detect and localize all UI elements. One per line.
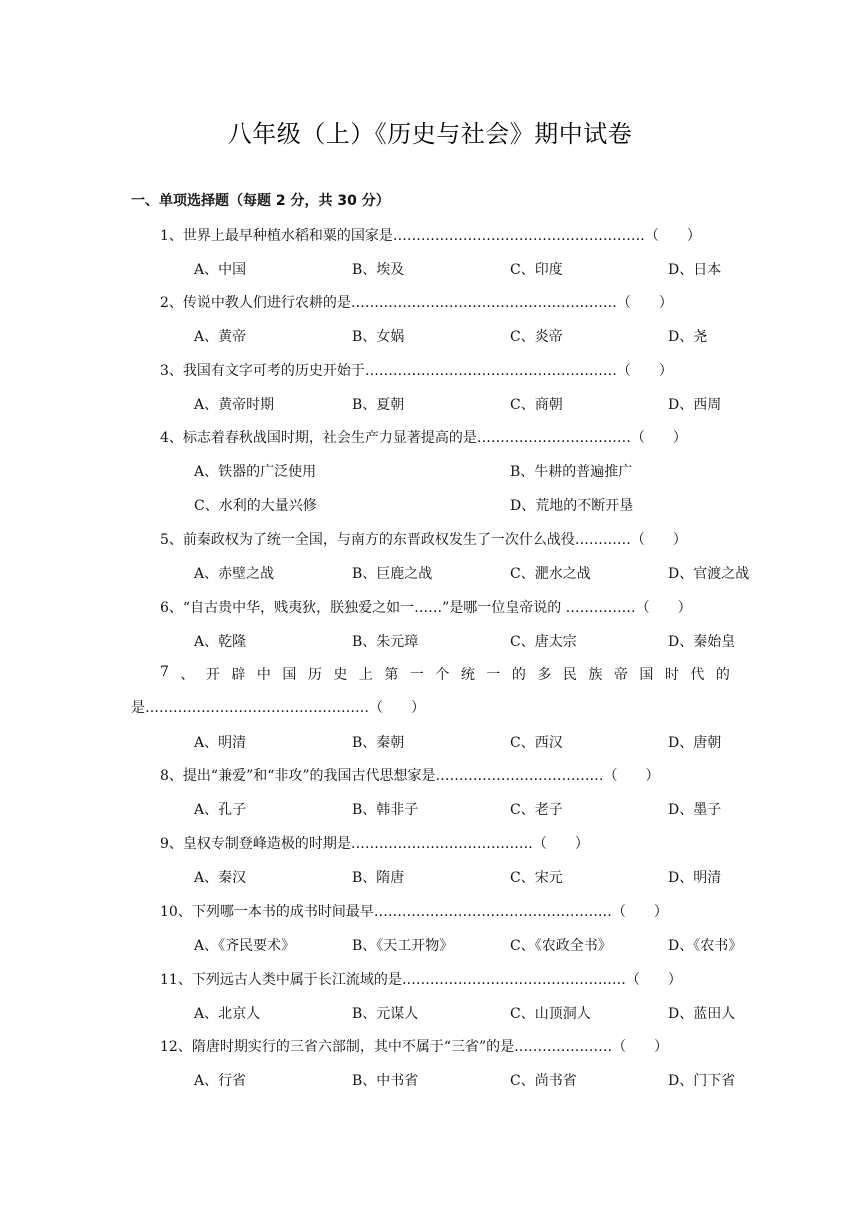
q7-char: 上 [358,667,373,683]
q7-char: 、 [180,667,195,683]
q7-option-d: D、唐朝 [668,735,722,751]
q9-option-a: A、秦汉 [194,870,247,886]
question-9: 9、皇权专制登峰造极的时期是…………………………………（ ） [160,836,589,852]
q7-char: 族 [588,667,603,683]
q6-option-b: B、朱元璋 [352,634,419,650]
q2-option-a: A、黄帝 [194,329,247,345]
q4-option-a: A、铁器的广泛使用 [194,464,317,480]
q7-char: 第 [384,667,399,683]
q8-option-c: C、老子 [510,802,563,818]
q9-option-d: D、明清 [668,870,722,886]
q10-option-c: C、《农政全书》 [510,938,612,954]
q8-option-d: D、墨子 [668,802,722,818]
q1-option-b: B、埃及 [352,262,405,278]
q7-char: 史 [333,667,348,683]
q2-option-d: D、尧 [668,329,708,345]
q6-option-d: D、秦始皇 [668,634,736,650]
q6-option-a: A、乾隆 [194,634,247,650]
q1-option-a: A、中国 [194,262,247,278]
q1-option-d: D、日本 [668,262,722,278]
q7-char: 的 [511,667,526,683]
q3-option-b: B、夏朝 [352,397,405,413]
q4-option-b: B、牛耕的普遍推广 [510,464,633,480]
q4-option-d: D、荒地的不断开垦 [510,498,634,514]
q7-char: 民 [562,667,577,683]
q7-char: 统 [460,667,475,683]
q7-char: 国 [639,667,654,683]
q2-option-b: B、女娲 [352,329,405,345]
q8-option-a: A、孔子 [194,802,247,818]
q1-option-c: C、印度 [510,262,563,278]
q7-char: 一 [486,667,501,683]
q11-option-a: A、北京人 [194,1006,261,1022]
q11-option-b: B、元谋人 [352,1006,419,1022]
question-2: 2、传说中教人们进行农耕的是…………………………………………………（ ） [160,295,673,311]
q10-option-b: B、《天工开物》 [352,938,454,954]
q10-option-a: A、《齐民要术》 [194,938,296,954]
q7-char: 7 [160,664,169,680]
q11-option-d: D、蓝田人 [668,1006,736,1022]
q12-option-a: A、行省 [194,1073,247,1089]
q4-option-c: C、水利的大量兴修 [194,498,317,514]
question-12: 12、隋唐时期实行的三省六部制，其中不属于“三省”的是…………………（ ） [160,1039,669,1055]
q5-option-a: A、赤壁之战 [194,566,275,582]
q3-option-c: C、商朝 [510,397,563,413]
q9-option-c: C、宋元 [510,870,563,886]
q7-char: 个 [435,667,450,683]
q7-char: 帝 [613,667,628,683]
question-8: 8、提出“兼爱”和“非攻”的我国古代思想家是………………………………（ ） [160,768,660,784]
q7-option-b: B、秦朝 [352,735,405,751]
question-3: 3、我国有文字可考的历史开始于………………………………………………（ ） [160,363,673,379]
q3-option-d: D、西周 [668,397,722,413]
page-title: 八年级（上）《历史与社会》期中试卷 [227,120,633,148]
q6-option-c: C、唐太宗 [510,634,577,650]
question-1: 1、世界上最早种植水稻和粟的国家是………………………………………………（ ） [160,228,701,244]
q8-option-b: B、韩非子 [352,802,419,818]
question-10: 10、下列哪一本书的成书时间最早……………………………………………（ ） [160,904,668,920]
q7-option-a: A、明清 [194,735,247,751]
question-7-line-2: 是…………………………………………（ ） [131,700,425,716]
q7-char: 的 [715,667,730,683]
q5-option-c: C、淝水之战 [510,566,591,582]
question-5: 5、前秦政权为了统一全国，与南方的东晋政权发生了一次什么战役…………（ ） [160,532,687,548]
q7-option-c: C、西汉 [510,735,563,751]
q10-option-d: D、《农书》 [668,938,743,954]
q5-option-b: B、巨鹿之战 [352,566,433,582]
question-4: 4、标志着春秋战国时期，社会生产力显著提高的是……………………………（ ） [160,430,687,446]
q7-char: 国 [282,667,297,683]
q3-option-a: A、黄帝时期 [194,397,275,413]
q2-option-c: C、炎帝 [510,329,563,345]
q11-option-c: C、山顶洞人 [510,1006,591,1022]
q12-option-d: D、门下省 [668,1073,736,1089]
section-heading: 一、单项选择题（每题 2 分，共 30 分） [131,193,390,209]
question-7-line-1 [160,664,730,684]
q12-option-c: C、尚书省 [510,1073,577,1089]
q7-char: 多 [537,667,552,683]
question-11: 11、下列远古人类中属于长江流域的是…………………………………………（ ） [160,972,682,988]
q7-char: 中 [256,667,271,683]
q5-option-d: D、官渡之战 [668,566,750,582]
q12-option-b: B、中书省 [352,1073,419,1089]
q7-char: 代 [690,667,705,683]
q7-char: 历 [307,667,322,683]
q7-char: 开 [205,667,220,683]
q7-char: 辟 [231,667,246,683]
q7-char: 时 [664,667,679,683]
q9-option-b: B、隋唐 [352,870,405,886]
q7-char: 一 [409,667,424,683]
question-6: 6、“自古贵中华，贱夷狄，朕独爱之如一……”是哪一位皇帝说的 ……………（ ） [160,600,692,616]
